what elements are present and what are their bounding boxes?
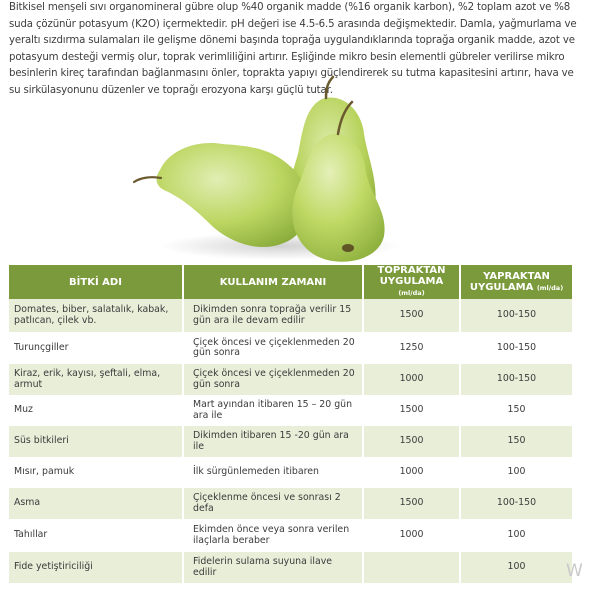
cell-soil (364, 552, 461, 583)
col-header-soil: TOPRAKTAN UYGULAMA (ml/da) (364, 265, 461, 299)
table-row (9, 552, 572, 583)
cell-leaf: 100 (461, 552, 572, 583)
table-row (9, 519, 572, 552)
cell-plant: Muz (9, 395, 184, 426)
cell-time: Dikimden sonra toprağa verilir 15 gün ara ile devam edilir (184, 299, 364, 332)
table-row (9, 488, 572, 519)
table-row (9, 457, 572, 488)
intro-paragraph: Bitkisel menşeli sıvı organomineral gübre olup %40 organik madde (%16 organik karbon), %2 toplam azot ve %8 suda çözünür potasyum (K2O) içermektedir. pH değeri ise 4.5-6.5 arasında değişmektedir. Damla, yağmurlama ve yeraltı sızdırma sulamaları ile gelişme dönemi başında toprağa uygulandıklarında toprağa organik madde, azot ve potasyum desteği vermiş olur, toprak verimliliğini artırır. Eşliğinde mikro besin elementli gübreler verilirse mikro besinlerin kireç tarafından bağlanmasını önler, toprakta yapıyı güçlendirerek su tutma kapasitesini artırır, hava ve su sirkülasyonunu düzenler ve toprağı erozyona karşı güçlü tutar. (9, 2, 577, 96)
watermark-text: W (566, 561, 583, 581)
table-row (9, 332, 572, 364)
cell-soil: 1500 (364, 488, 461, 519)
cell-time: İlk sürgünlemeden itibaren (184, 457, 364, 488)
cell-leaf: 100-150 (461, 364, 572, 395)
cell-soil: 1000 (364, 364, 461, 395)
table-row (9, 395, 572, 426)
cell-time: Ekimden önce veya sonra verilen ilaçlarla beraber (184, 519, 364, 552)
table-header-row (9, 265, 572, 299)
cell-time: Dikimden itibaren 15 -20 gün ara ile (184, 426, 364, 457)
cell-time: Fidelerin sulama suyuna ilave edilir (184, 552, 364, 583)
cell-leaf: 100 (461, 519, 572, 552)
cell-plant: Turunçgiller (9, 332, 184, 364)
pears-image (130, 74, 410, 264)
cell-leaf: 100-150 (461, 488, 572, 519)
cell-soil: 1000 (364, 457, 461, 488)
dosage-table (9, 265, 572, 583)
col-header-leaf: YAPRAKTAN UYGULAMA (ml/da) (461, 265, 572, 299)
leaf-unit: (ml/da) (536, 283, 564, 292)
cell-leaf: 150 (461, 395, 572, 426)
cell-time: Çiçek öncesi ve çiçeklenmeden 20 gün sonra (184, 332, 364, 364)
cell-leaf: 150 (461, 426, 572, 457)
table-row (9, 426, 572, 457)
cell-soil: 1500 (364, 395, 461, 426)
pears-illustration (130, 74, 410, 264)
cell-time: Çiçek öncesi ve çiçeklenmeden 20 gün sonra (184, 364, 364, 395)
cell-plant: Asma (9, 488, 184, 519)
table-row (9, 364, 572, 395)
cell-plant: Fide yetiştiriciliği (9, 552, 184, 583)
cell-plant: Kiraz, erik, kayısı, şeftali, elma, armut (9, 364, 184, 395)
cell-soil: 1500 (364, 426, 461, 457)
cell-soil: 1250 (364, 332, 461, 364)
cell-leaf: 100-150 (461, 332, 572, 364)
cell-plant: Mısır, pamuk (9, 457, 184, 488)
cell-leaf: 100-150 (461, 299, 572, 332)
cell-soil: 1500 (364, 299, 461, 332)
cell-plant: Tahıllar (9, 519, 184, 552)
cell-plant: Süs bitkileri (9, 426, 184, 457)
cell-time: Çiçeklenme öncesi ve sonrası 2 defa (184, 488, 364, 519)
cell-time: Mart ayından itibaren 15 – 20 gün ara ile (184, 395, 364, 426)
col-header-time: KULLANIM ZAMANI (184, 265, 364, 299)
cell-leaf: 100 (461, 457, 572, 488)
cell-plant: Domates, biber, salatalık, kabak, patlıcan, çilek vb. (9, 299, 184, 332)
table-row (9, 299, 572, 332)
col-header-plant: BİTKİ ADI (9, 265, 184, 299)
soil-unit: (ml/da) (398, 289, 425, 297)
cell-soil: 1000 (364, 519, 461, 552)
